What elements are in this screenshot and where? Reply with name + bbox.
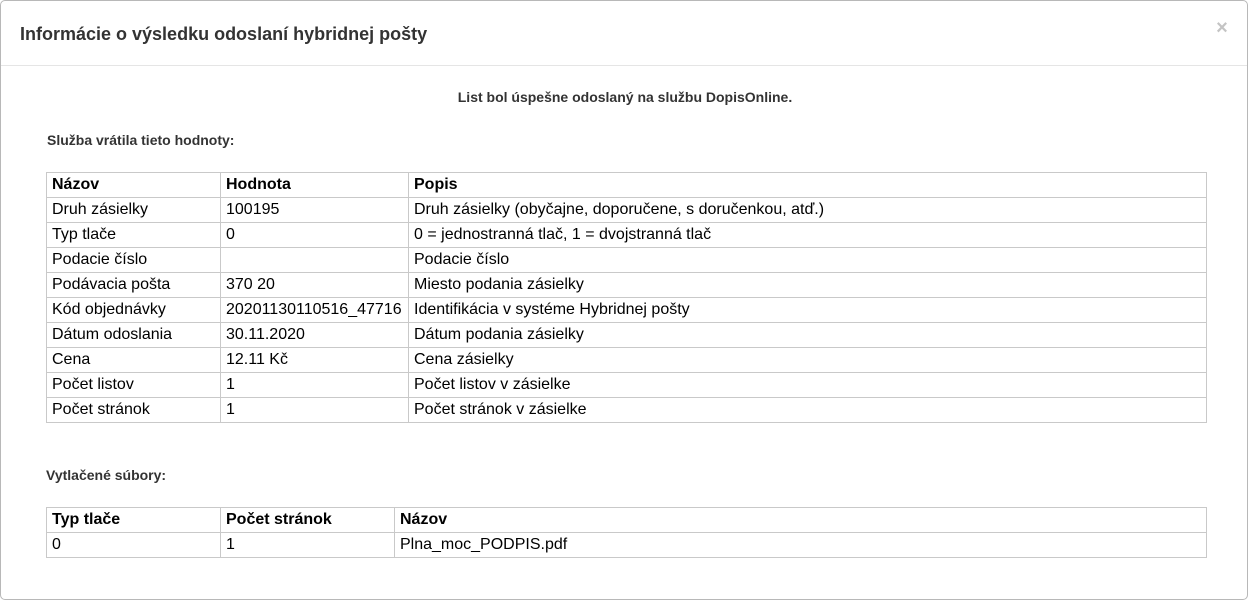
success-message: List bol úspešne odoslaný na službu DopisOnline. (457, 89, 793, 105)
table-row (47, 373, 1207, 398)
cell-name: Cena (47, 348, 221, 373)
cell-description: 0 = jednostranná tlač, 1 = dvojstranná tlač (409, 223, 1207, 248)
cell-description: Počet stránok v zásielke (409, 398, 1207, 423)
cell-value: 20201130110516_47716 (221, 298, 409, 323)
column-header-description: Popis (409, 173, 1207, 198)
table-header-row (47, 508, 1207, 533)
cell-description: Dátum podania zásielky (409, 323, 1207, 348)
table-row (47, 348, 1207, 373)
cell-description: Identifikácia v systéme Hybridnej pošty (409, 298, 1207, 323)
cell-name: Kód objednávky (47, 298, 221, 323)
cell-name: Podávacia pošta (47, 273, 221, 298)
cell-file-name: Plna_moc_PODPIS.pdf (395, 533, 1207, 558)
table-header-row (47, 173, 1207, 198)
dialog-header (1, 1, 1247, 66)
dialog-title: Informácie o výsledku odoslaní hybridnej pošty (20, 24, 428, 44)
returned-values-heading: Služba vrátila tieto hodnoty: (47, 132, 235, 148)
cell-description: Miesto podania zásielky (409, 273, 1207, 298)
cell-print-type: 0 (47, 533, 221, 558)
cell-value: 1 (221, 398, 409, 423)
column-header-name: Názov (47, 173, 221, 198)
returned-values-table (46, 172, 1207, 423)
table-row (47, 323, 1207, 348)
cell-description: Cena zásielky (409, 348, 1207, 373)
table-row (47, 223, 1207, 248)
table-row (47, 398, 1207, 423)
cell-value: 30.11.2020 (221, 323, 409, 348)
cell-value (221, 248, 409, 273)
column-header-page-count: Počet stránok (221, 508, 395, 533)
cell-name: Dátum odoslania (47, 323, 221, 348)
column-header-print-type: Typ tlače (47, 508, 221, 533)
table-row (47, 248, 1207, 273)
cell-value: 370 20 (221, 273, 409, 298)
cell-value: 100195 (221, 198, 409, 223)
column-header-value: Hodnota (221, 173, 409, 198)
printed-files-heading: Vytlačené súbory: (46, 467, 167, 483)
column-header-file-name: Názov (395, 508, 1207, 533)
cell-value: 0 (221, 223, 409, 248)
cell-name: Počet listov (47, 373, 221, 398)
cell-description: Podacie číslo (409, 248, 1207, 273)
cell-value: 12.11 Kč (221, 348, 409, 373)
table-row (47, 533, 1207, 558)
table-row (47, 273, 1207, 298)
cell-name: Podacie číslo (47, 248, 221, 273)
close-icon[interactable]: × (1216, 17, 1228, 39)
cell-description: Druh zásielky (obyčajne, doporučene, s doručenkou, atď.) (409, 198, 1207, 223)
cell-name: Typ tlače (47, 223, 221, 248)
cell-page-count: 1 (221, 533, 395, 558)
table-row (47, 298, 1207, 323)
cell-name: Druh zásielky (47, 198, 221, 223)
cell-name: Počet stránok (47, 398, 221, 423)
cell-value: 1 (221, 373, 409, 398)
table-row (47, 198, 1207, 223)
printed-files-table (46, 507, 1207, 558)
cell-description: Počet listov v zásielke (409, 373, 1207, 398)
